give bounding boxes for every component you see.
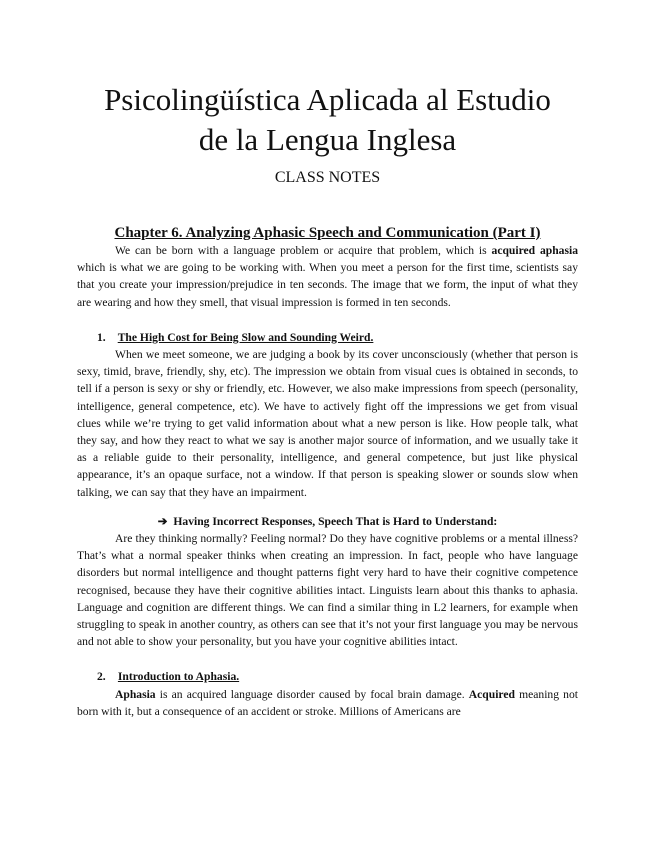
section-1-number: 1.	[97, 330, 106, 344]
intro-paragraph	[77, 242, 578, 311]
section-2-text-1: is an acquired language disorder caused by focal brain damage.	[155, 687, 469, 701]
section-2-text-2: meaning not born with it, but a consequence of an accident or stroke. Millions of Americans are	[77, 687, 578, 718]
section-2-bold-acquired: Acquired	[468, 687, 515, 701]
intro-bold-term: acquired aphasia	[491, 244, 578, 257]
title-line-1: Psicolingüística Aplicada al Estudio	[104, 82, 551, 117]
intro-text-1: We can be born with a language problem or acquire that problem, which is	[115, 244, 492, 257]
intro-text-2: which is what we are going to be working with. When you meet a person for the first time, scientists say that you create your impression/prejudice in ten seconds. The image that we form, the input of what they are wearing and how they smell, that visual impression is formed in ten seconds.	[77, 261, 578, 309]
section-2-number: 2.	[97, 670, 106, 684]
section-2-bold-aphasia: Aphasia	[115, 687, 156, 701]
subsection-heading	[77, 513, 578, 530]
section-2-paragraph	[77, 686, 578, 720]
section-2-title: Introduction to Aphasia.	[117, 670, 240, 684]
section-1-title: The High Cost for Being Slow and Sounding Weird.	[117, 330, 374, 344]
section-1-paragraph: When we meet someone, we are judging a book by its cover unconsciously (whether that person is sexy, timid, brave, friendly, shy, etc). The impression we obtain from visual cues is obtained in seconds, to tell if a person is sexy or shy or friendly, etc. However, we also make impressions from speech (personality, intelligence, general competence, etc). We have to actively fight off the impressions we get from visual clues while we’re trying to get valid information about what a new person is like. How people talk, what they say, and how they react to what we say is another major source of information, and we usually take it as a reliable guide to their personality, intelligence, and general competence, but just like physical appearance, it’s an opaque surface, not a window. If that person is speaking slower or sounds slow when talking, we can say that they have an impairment.	[77, 348, 578, 499]
title-line-2: de la Lengua Inglesa	[198, 122, 457, 157]
section-2-heading	[97, 668, 578, 685]
subsection-paragraph: Are they thinking normally? Feeling normal? Do they have cognitive problems or a mental illness? That’s what a normal speaker thinks when creating an impression. In fact, people who have language disorders but normal intelligence and thought patterns fight very hard to have their cognitive competence recognised, because they have their cognitive abilities intact. Linguists learn about this thanks to aphasia. Language and cognition are different things. We can find a similar thing in L2 learners, for example when struggling to speak in another country, as others can see that it’s not your first language you may be nervous and not able to show your personality, but you have your cognitive abilities intact.	[77, 532, 578, 649]
section-1-heading	[97, 329, 578, 346]
subsection-title: Having Incorrect Responses, Speech That is Hard to Understand:	[173, 514, 498, 528]
document-subtitle: CLASS NOTES	[274, 169, 381, 186]
document-title	[77, 80, 578, 160]
chapter-title: Chapter 6. Analyzing Aphasic Speech and Communication (Part I)	[114, 225, 541, 241]
arrow-icon: ➔	[157, 514, 168, 528]
